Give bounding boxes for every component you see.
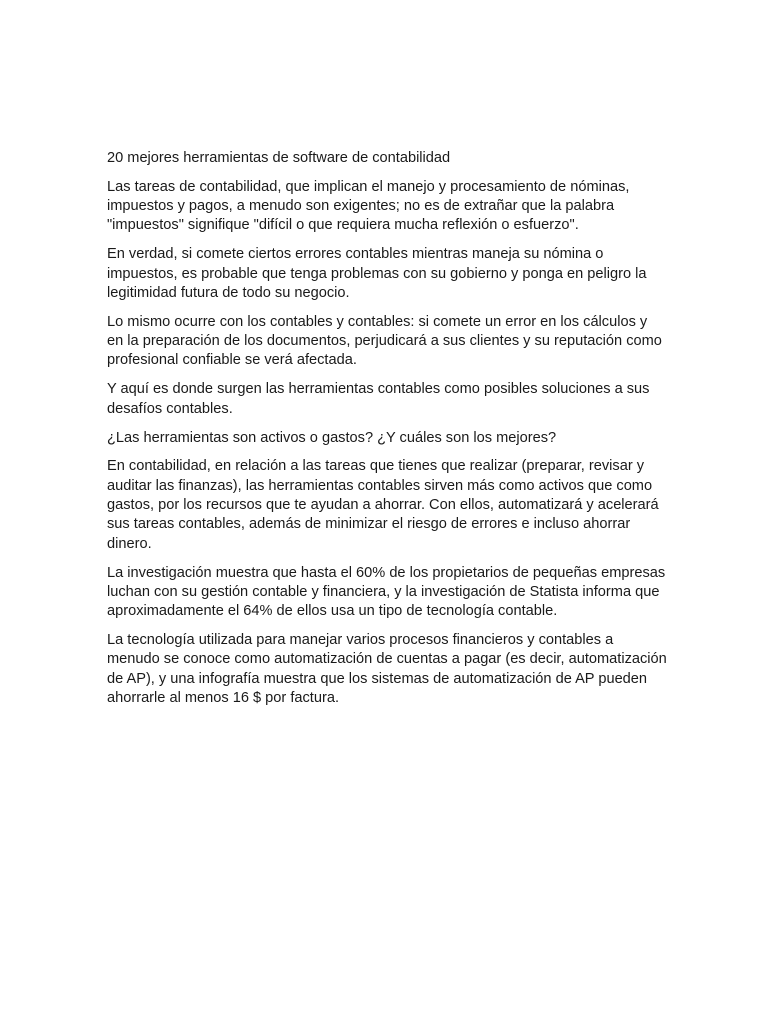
paragraph-5: ¿Las herramientas son activos o gastos? ¿Y cuáles son los mejores? bbox=[107, 429, 557, 446]
paragraph-3: Lo mismo ocurre con los contables y contables: si comete un error en los cálculos y en la preparación de los documentos, perjudicará a sus clientes y su reputación como profesional confiable se verá afectada. bbox=[107, 313, 662, 369]
paragraph-4: Y aquí es donde surgen las herramientas contables como posibles soluciones a sus desafíos contables. bbox=[107, 381, 650, 417]
paragraph-2: En verdad, si comete ciertos errores contables mientras maneja su nómina o impuestos, es probable que tenga problemas con su gobierno y ponga en peligro la legitimidad futura de todo su negocio. bbox=[107, 246, 647, 301]
document-title: 20 mejores herramientas de software de contabilidad bbox=[107, 150, 451, 166]
paragraph-6: En contabilidad, en relación a las tareas que tienes que realizar (preparar, revisar y auditar las finanzas), las herramientas contables sirven más como activos que como gastos, por los recursos que te ayudan a ahorrar. Con ellos, automatizará y acelerará sus tareas contables, además de minimizar el riesgo de errores e incluso ahorrar dinero. bbox=[107, 458, 659, 552]
paragraph-7: La investigación muestra que hasta el 60% de los propietarios de pequeñas empresas luchan con su gestión contable y financiera, y la investigación de Statista informa que aproximadamente el 64% de ellos usa un tipo de tecnología contable. bbox=[107, 564, 666, 620]
paragraph-1: Las tareas de contabilidad, que implican el manejo y procesamiento de nóminas, impuestos y pagos, a menudo son exigentes; no es de extrañar que la palabra "impuestos" signifique "difícil o que requiera mucha reflexión o esfuerzo". bbox=[107, 178, 630, 234]
document-page bbox=[107, 149, 667, 718]
paragraph-8: La tecnología utilizada para manejar varios procesos financieros y contables a menudo se conoce como automatización de cuentas a pagar (es decir, automatización de AP), y una infografía muestra que los sistemas de automatización de AP pueden ahorrarle al menos 16 $ por factura. bbox=[107, 631, 667, 706]
